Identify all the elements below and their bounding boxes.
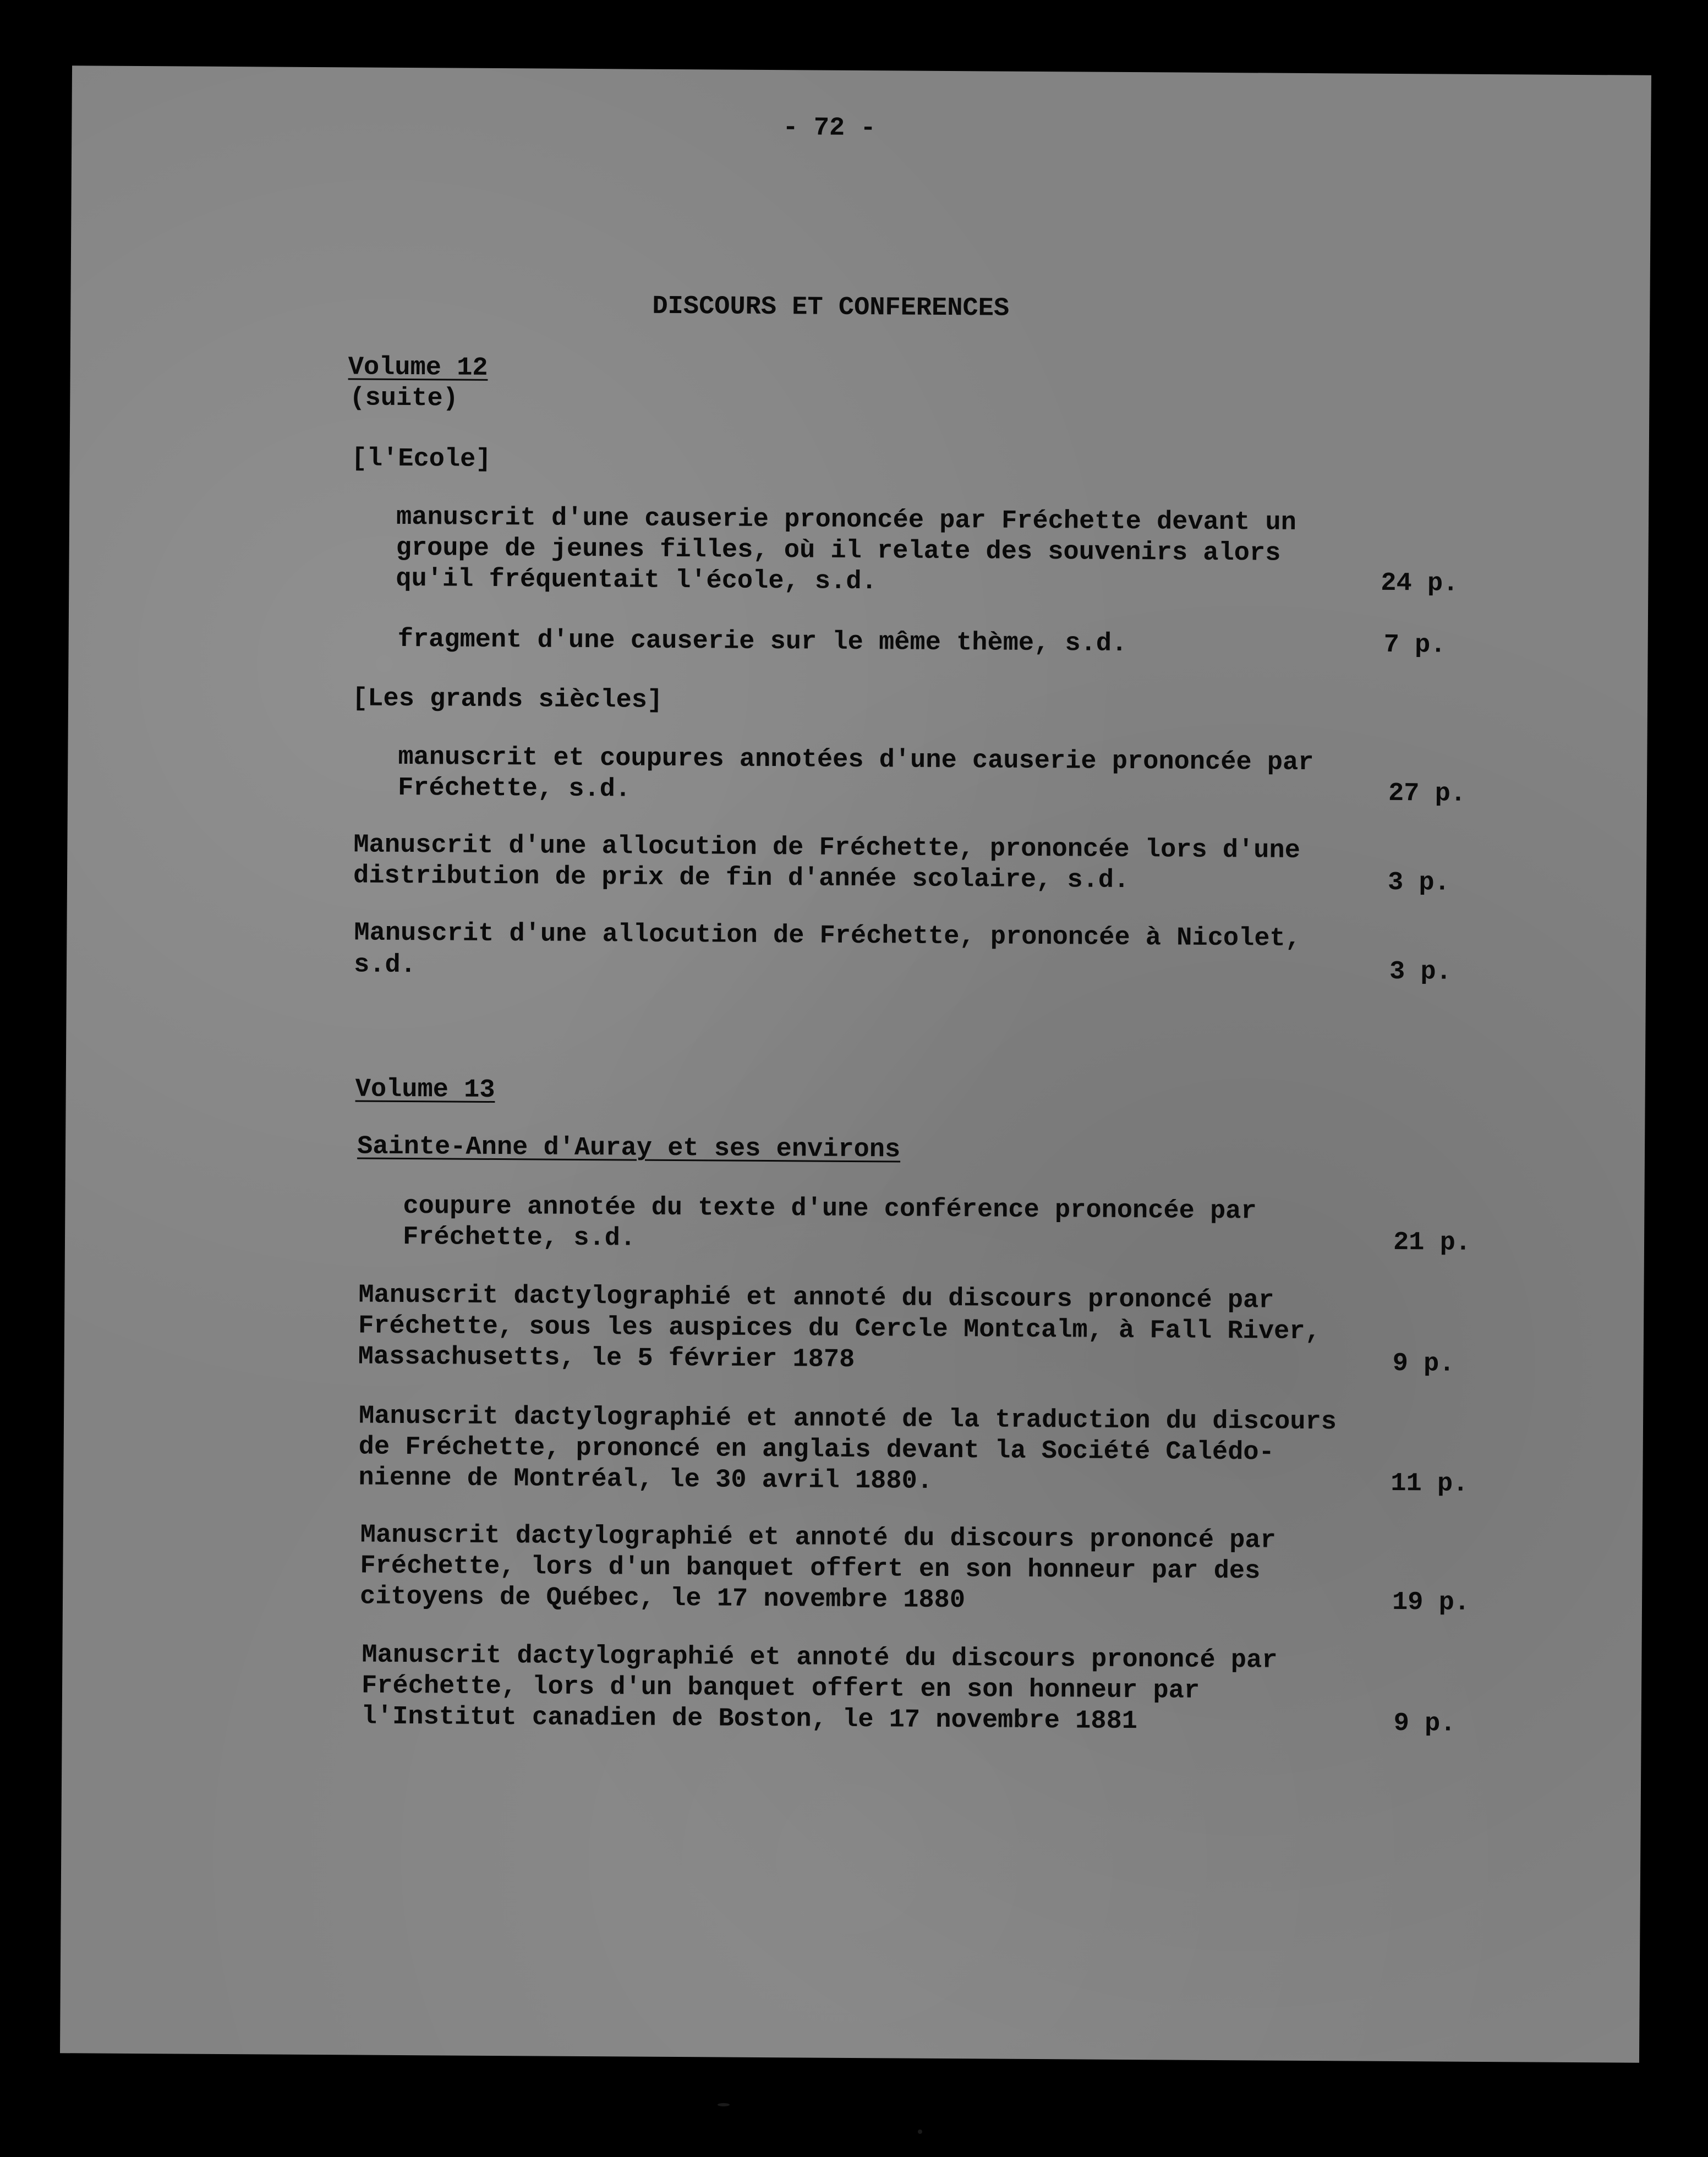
scan-speck [718,2103,730,2106]
entry-line: Fréchette, lors d'un banquet offert en son honneur par des [360,1551,1261,1586]
page-count: 7 p. [1383,630,1446,660]
group-heading-grands-siecles: [Les grands siècles] [352,684,663,715]
volume-12-heading: Volume 12 [348,353,488,383]
page-count: 3 p. [1387,868,1450,898]
page-count: 27 p. [1388,779,1466,809]
entry-line: Massachusetts, le 5 février 1878 [358,1342,855,1375]
page-number: - 72 - [782,113,876,144]
entry-line: nienne de Montréal, le 30 avril 1880. [358,1463,933,1496]
volume-13-heading: Volume 13 [355,1075,495,1105]
group-heading-ecole: [l'Ecole] [351,444,491,474]
entry-line: Manuscrit d'une allocution de Fréchette, prononcée lors d'une [353,830,1301,866]
entry-line: qu'il fréquentait l'école, s.d. [396,564,877,597]
entry-line: Manuscrit d'une allocution de Fréchette, prononcée à Nicolet, [354,918,1301,954]
entry-line: Manuscrit dactylographié et annoté du discours prononcé par [360,1520,1276,1556]
document-page [60,65,1651,2062]
entry-line: manuscrit d'une causerie prononcée par Fréchette devant un [396,502,1297,538]
page-count: 9 p. [1393,1709,1456,1739]
entry-line: de Fréchette, prononcé en anglais devant la Société Calédo- [358,1432,1274,1468]
entry-line: groupe de jeunes filles, où il relate des souvenirs alors [396,533,1281,568]
entry-line: Fréchette, lors d'un banquet offert en son honneur par [361,1671,1200,1706]
entry-line: Manuscrit dactylographié et annoté du discours prononcé par [358,1280,1274,1316]
entry-line: citoyens de Québec, le 17 novembre 1880 [359,1582,966,1616]
page-count: 11 p. [1391,1469,1469,1499]
entry-line: Fréchette, sous les auspices du Cercle Montcalm, à Fall River, [358,1311,1321,1347]
page-count: 21 p. [1393,1228,1471,1258]
entry-line: coupure annotée du texte d'une conférence prononcée par [403,1191,1257,1227]
page-count: 9 p. [1392,1349,1455,1379]
page-count: 24 p. [1381,568,1459,599]
entry-line: Fréchette, s.d. [402,1222,636,1253]
section-title: DISCOURS ET CONFERENCES [652,292,1010,324]
entry-line: distribution de prix de fin d'année scolaire, s.d. [353,861,1130,896]
entry-line: fragment d'une causerie sur le même thème, s.d. [397,625,1127,659]
volume-12-suite: (suite) [349,384,458,414]
entry-line: manuscrit et coupures annotées d'une causerie prononcée par [398,742,1314,778]
entry-line: l'Institut canadien de Boston, le 17 novembre 1881 [361,1702,1138,1737]
page-count: 19 p. [1392,1587,1470,1618]
entry-line: Manuscrit dactylographié et annoté du discours prononcé par [362,1640,1278,1676]
entry-line: Fréchette, s.d. [397,773,631,804]
entry-line: s.d. [353,950,417,981]
page-count: 3 p. [1389,957,1452,987]
entry-line: Manuscrit dactylographié et annoté de la traduction du discours [358,1401,1337,1437]
group-heading-sainte-anne: Sainte-Anne d'Auray et ses environs [357,1132,901,1165]
scan-speck [918,2129,922,2134]
